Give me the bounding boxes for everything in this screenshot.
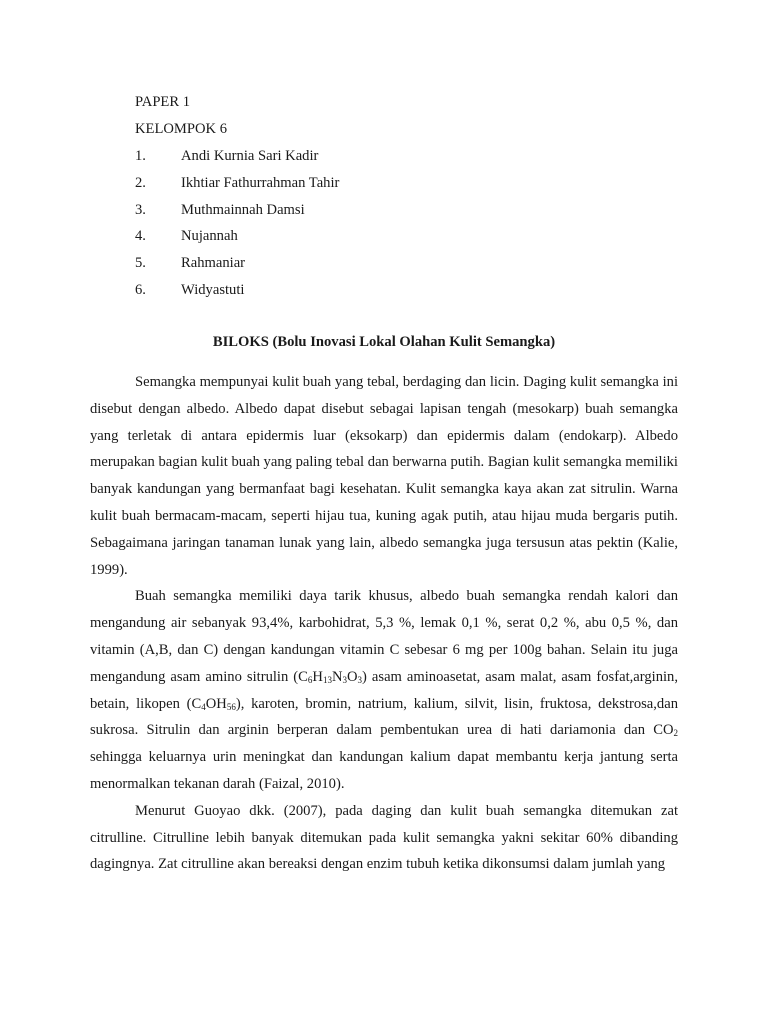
paragraph-2: Buah semangka memiliki daya tarik khusus, albedo buah semangka rendah kalori dan mengandung air sebanyak 93,4%, karbohidrat, 5,3 %, lemak 0,1 %, serat 0,2 %, abu 0,5 %, dan vitamin (A,B, dan C) dengan kandungan vitamin C sebesar 6 mg per 100g bahan. Selain itu juga mengandung asam amino sitrulin $(C_6H_{13}N_3O_3)$ asam aminoasetat, asam malat, asam fosfat,arginin, betain, likopen $(C_4OH_{56})$, karoten, bromin, natrium, kalium, silvit, lisin, fruktosa, dekstrosa,dan sukrosa. Sitrulin dan arginin berperan dalam pembentukan urea di hati dariamonia dan $CO_2$ sehingga keluarnya urin meningkat dan kandungan kalium dapat membantu kerja jantung serta menormalkan tekanan darah (Faizal, 2010). [90, 588, 678, 792]
member-number: 6. [135, 282, 146, 298]
member-number: 5. [135, 255, 146, 271]
member-number: 2. [135, 175, 146, 191]
member-name: Ikhtiar Fathurrahman Tahir [181, 175, 340, 191]
member-item [135, 228, 635, 244]
member-name: Andi Kurnia Sari Kadir [181, 148, 319, 164]
member-number: 4. [135, 228, 146, 244]
member-number: 1. [135, 148, 146, 164]
body-text [90, 369, 678, 878]
paper-label: PAPER 1 [135, 94, 191, 110]
group-label: KELOMPOK 6 [135, 121, 228, 137]
member-item [135, 148, 635, 164]
member-name: Widyastuti [181, 282, 245, 298]
member-name: Nujannah [181, 228, 238, 244]
member-item [135, 202, 635, 218]
member-number: 3. [135, 202, 146, 218]
paragraph-3: Menurut Guoyao dkk. (2007), pada daging dan kulit buah semangka ditemukan zat citrulline. Citrulline lebih banyak ditemukan pada kulit semangka yakni sekitar 60% dibanding dagingnya. Zat citrulline akan bereaksi dengan enzim tubuh ketika dikonsumsi dalam jumlah yang [90, 802, 678, 873]
member-name: Rahmaniar [181, 255, 246, 271]
member-item [135, 175, 635, 191]
paragraph-1: Semangka mempunyai kulit buah yang tebal, berdaging dan licin. Daging kulit semangka ini disebut dengan albedo. Albedo dapat disebut sebagai lapisan tengah (mesokarp) buah semangka yang terletak di antara epidermis luar (eksokarp) dan epidermis dalam (endokarp). Albedo merupakan bagian kulit buah yang paling tebal dan berwarna putih. Bagian kulit semangka memiliki banyak kandungan yang bermanfaat bagi kesehatan. Kulit semangka kaya akan zat sitrulin. Warna kulit buah bermacam-macam, seperti hijau tua, kuning agak putih, atau hijau muda bergaris putih. Sebagaimana jaringan tanaman lunak yang lain, albedo semangka juga tersusun atas pektin (Kalie, 1999). [90, 374, 678, 578]
member-item [135, 255, 635, 271]
member-item [135, 282, 635, 298]
member-name: Muthmainnah Damsi [181, 202, 305, 218]
document-title: BILOKS (Bolu Inovasi Lokal Olahan Kulit Semangka) [212, 334, 556, 350]
